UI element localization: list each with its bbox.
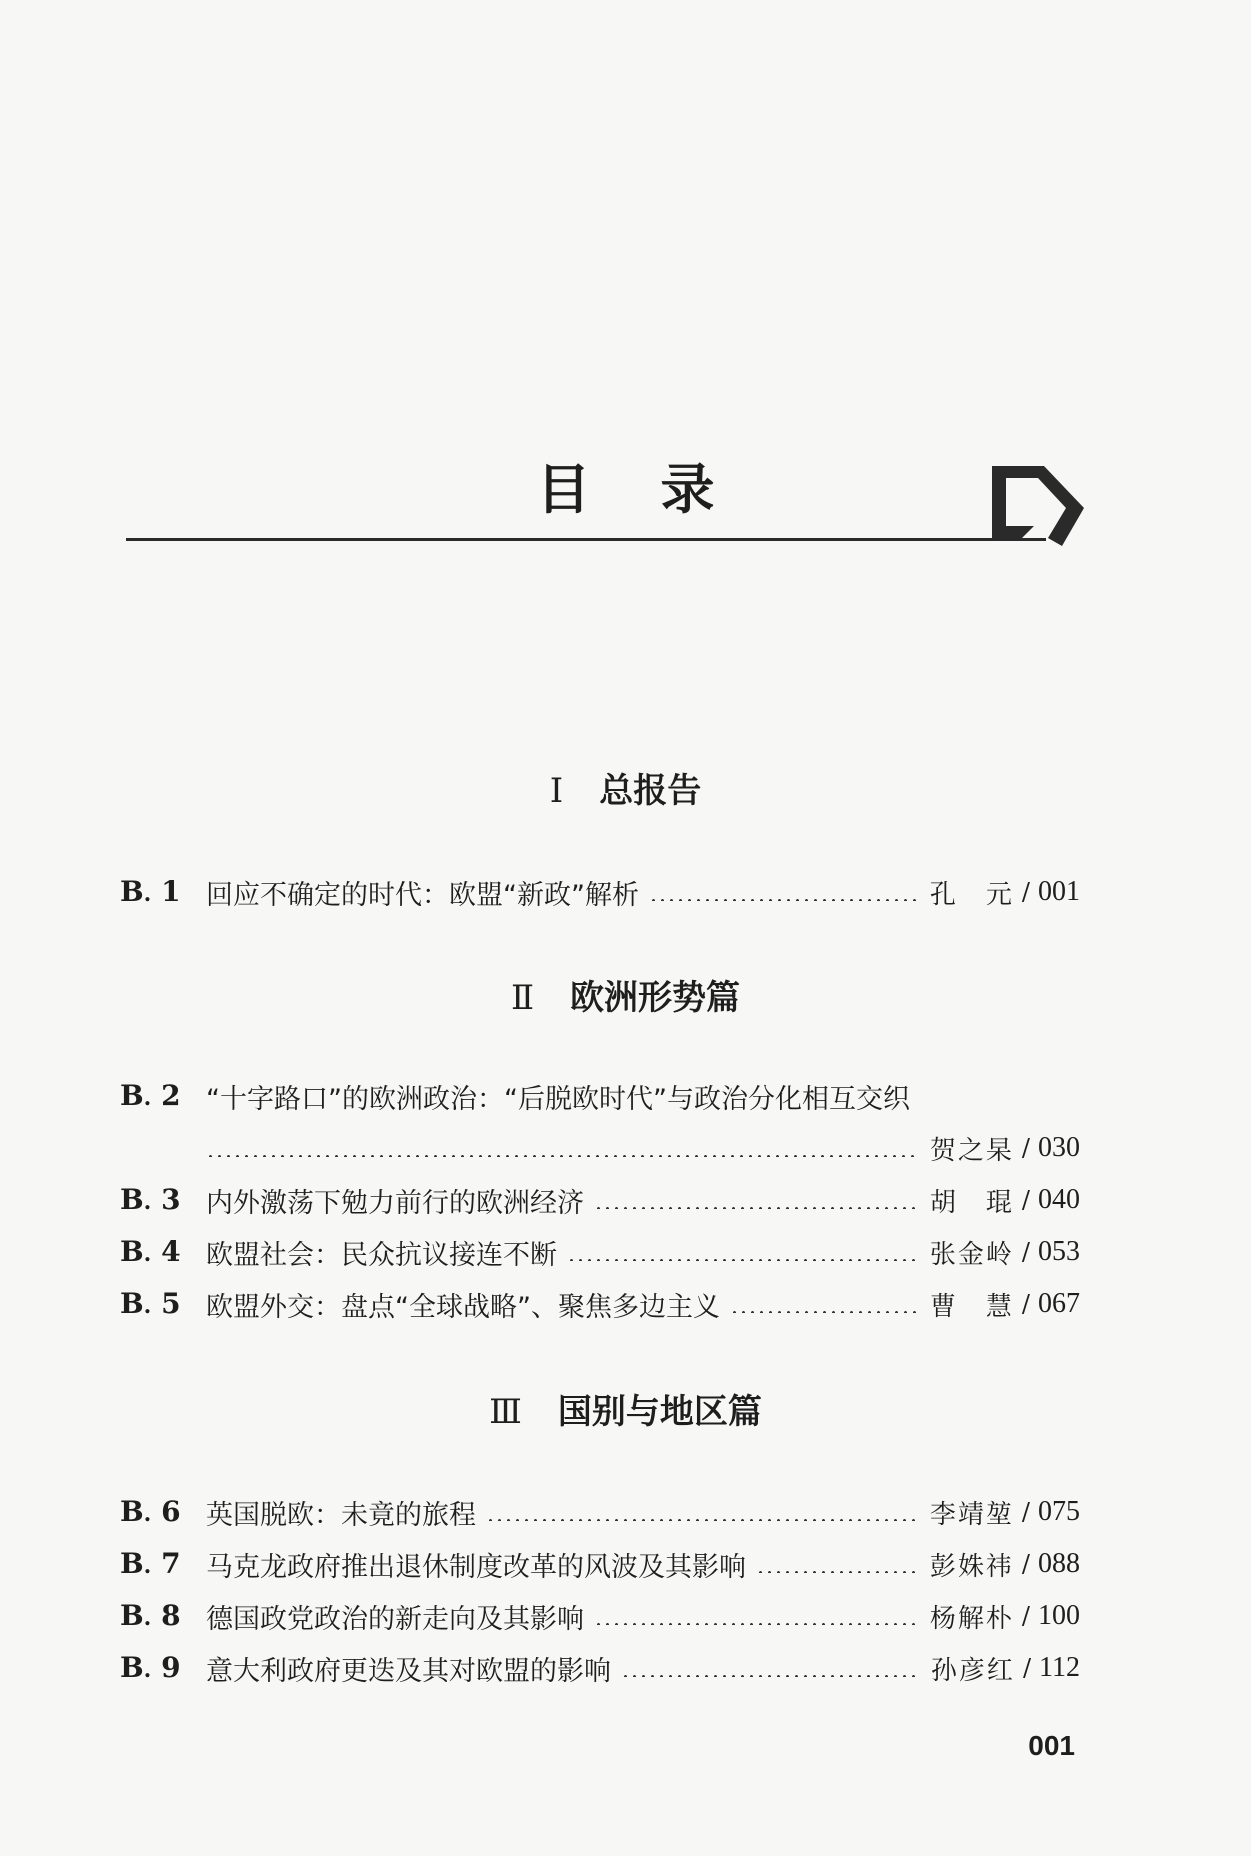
entry-author: 贺之杲 [929, 1135, 1014, 1166]
dot-leader [567, 1259, 920, 1261]
entry-code: B. 6 [120, 1495, 181, 1528]
entry-author: 孙彦红 [930, 1655, 1015, 1686]
entry-page: 100 [1038, 1600, 1080, 1631]
entry-title: 内外激荡下勉力前行的欧洲经济 [206, 1187, 584, 1219]
toc-entry-b5[interactable] [120, 1281, 1080, 1327]
entry-title: 德国政党政治的新走向及其影响 [206, 1603, 584, 1635]
entry-code: B. 1 [120, 875, 181, 908]
toc-entry-b2[interactable] [120, 1073, 1080, 1166]
entry-title: 欧盟外交：盘点“全球战略”、聚焦多边主义 [206, 1291, 720, 1323]
slash-separator: / [1021, 1290, 1030, 1318]
slash-separator: / [1021, 1550, 1030, 1578]
entry-title: 马克龙政府推出退休制度改革的风波及其影响 [206, 1551, 746, 1583]
entry-title: 意大利政府更迭及其对欧盟的影响 [206, 1655, 611, 1687]
slash-separator: / [1021, 1498, 1030, 1526]
toc-entry-b1[interactable] [120, 869, 1080, 915]
entry-author: 胡 琨 [929, 1187, 1014, 1218]
entry-page: 030 [1038, 1132, 1080, 1163]
page-title: 目录 [536, 458, 785, 521]
section-heading-3 [0, 1390, 1251, 1434]
entry-author: 曹 慧 [929, 1291, 1014, 1322]
dot-leader [486, 1519, 920, 1521]
toc-entry-b6[interactable] [120, 1489, 1080, 1535]
section-title: 欧洲形势篇 [570, 978, 741, 1018]
entry-title: 英国脱欧：未竟的旅程 [206, 1499, 476, 1531]
entry-author: 彭姝祎 [929, 1551, 1014, 1582]
entry-page: 053 [1038, 1236, 1080, 1267]
entry-page: 067 [1038, 1288, 1080, 1319]
toc-entry-b8[interactable] [120, 1593, 1080, 1639]
entry-code: B. 4 [120, 1235, 181, 1268]
entry-page: 040 [1038, 1184, 1080, 1215]
dot-leader [594, 1207, 920, 1209]
entry-code: B. 8 [120, 1599, 181, 1632]
slash-separator: / [1021, 1238, 1030, 1266]
slash-separator: / [1021, 878, 1030, 906]
entry-author: 李靖堃 [929, 1499, 1014, 1530]
dot-leader [206, 1155, 920, 1157]
entry-page: 088 [1038, 1548, 1080, 1579]
entry-code: B. 5 [120, 1287, 181, 1320]
entry-code: B. 3 [120, 1183, 181, 1216]
dot-leader [756, 1571, 920, 1573]
toc-entry-b4[interactable] [120, 1229, 1080, 1275]
entry-author: 杨解朴 [929, 1603, 1014, 1634]
slash-separator: / [1021, 1134, 1030, 1162]
entry-page: 112 [1039, 1652, 1080, 1683]
slash-separator: / [1021, 1602, 1030, 1630]
entry-author: 张金岭 [929, 1239, 1014, 1270]
entry-page: 001 [1038, 876, 1080, 907]
entry-code: B. 9 [120, 1651, 181, 1684]
entry-author: 孔 元 [929, 879, 1014, 910]
section-heading-2 [0, 976, 1251, 1020]
toc-entry-b9[interactable] [120, 1645, 1080, 1691]
dot-leader [730, 1311, 920, 1313]
dot-leader [594, 1623, 920, 1625]
entry-code: B. 7 [120, 1547, 181, 1580]
dot-leader [649, 899, 920, 901]
entry-code: B. 2 [120, 1079, 181, 1112]
section-title: 总报告 [599, 771, 702, 811]
page-number: 001 [1028, 1730, 1075, 1761]
section-numeral: Ⅰ [549, 771, 564, 811]
toc-entry-b7[interactable] [120, 1541, 1080, 1587]
section-numeral: Ⅱ [510, 978, 535, 1018]
entry-title: 回应不确定的时代：欧盟“新政”解析 [206, 879, 639, 911]
dot-leader [621, 1675, 921, 1677]
entry-title: 欧盟社会：民众抗议接连不断 [206, 1239, 557, 1271]
toc-entry-b3[interactable] [120, 1177, 1080, 1223]
entry-page: 075 [1038, 1496, 1080, 1527]
title-rule [126, 538, 1046, 541]
slash-separator: / [1022, 1654, 1032, 1682]
slash-separator: / [1021, 1186, 1030, 1214]
section-numeral: Ⅲ [489, 1392, 522, 1432]
section-heading-1 [0, 769, 1251, 813]
section-title: 国别与地区篇 [557, 1392, 762, 1432]
entry-title: “十字路口”的欧洲政治：“后脱欧时代”与政治分化相互交织 [206, 1083, 910, 1115]
